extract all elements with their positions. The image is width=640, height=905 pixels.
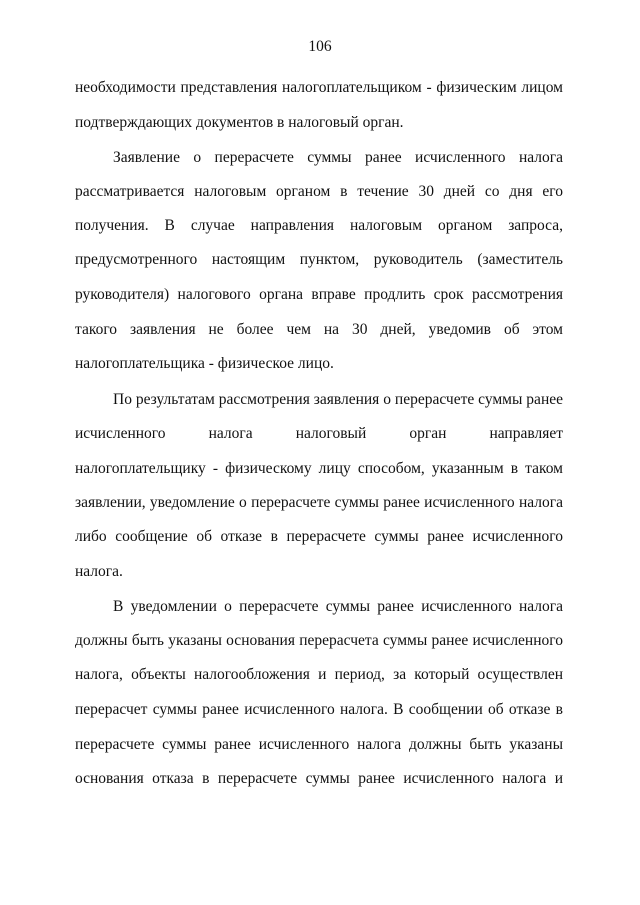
text-line: налога, объекты налогообложения и период, за который осуществлен [75, 666, 563, 683]
text-line: рассматривается налоговым органом в течение 30 дней со дня его [75, 183, 563, 200]
text-line: налогоплательщика - физическое лицо. [75, 355, 334, 372]
text-line: налогоплательщику - физическому лицу способом, указанным в таком [75, 460, 563, 477]
text-line: руководителя) налогового органа вправе продлить срок рассмотрения [75, 286, 563, 303]
text-line: В уведомлении о перерасчете суммы ранее исчисленного налога [113, 598, 563, 615]
text-line: либо сообщение об отказе в перерасчете суммы ранее исчисленного [75, 528, 563, 545]
page-number: 106 [308, 38, 332, 55]
text-line: перерасчет суммы ранее исчисленного налога. В сообщении об отказе в [75, 701, 563, 718]
text-line: такого заявления не более чем на 30 дней, уведомив об этом [75, 321, 563, 338]
text-line: Заявление о перерасчете суммы ранее исчисленного налога [113, 149, 563, 166]
text-line: основания отказа в перерасчете суммы ранее исчисленного налога и [75, 770, 563, 787]
text-line: предусмотренного настоящим пунктом, руководитель (заместитель [75, 251, 563, 268]
text-line: заявлении, уведомление о перерасчете суммы ранее исчисленного налога [75, 494, 563, 511]
text-line: подтверждающих документов в налоговый орган. [75, 114, 404, 131]
text-line: налога. [75, 563, 123, 580]
text-line: исчисленного налога налоговый орган направляет [75, 425, 563, 442]
text-line: По результатам рассмотрения заявления о перерасчете суммы ранее [113, 391, 563, 408]
text-line: необходимости представления налогоплательщиком - физическим лицом [75, 79, 563, 96]
text-line: получения. В случае направления налоговым органом запроса, [75, 217, 563, 234]
text-line: перерасчете суммы ранее исчисленного налога должны быть указаны [75, 736, 563, 753]
text-line: должны быть указаны основания перерасчета суммы ранее исчисленного [75, 632, 563, 649]
